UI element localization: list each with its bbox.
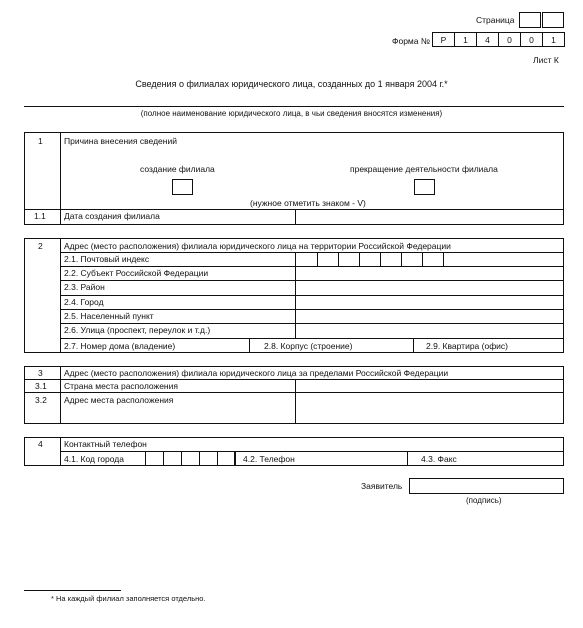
section-2-bottom-row-divider [60, 338, 564, 339]
page-number-cell-1[interactable] [519, 12, 541, 28]
form-number-cell: 1 [454, 32, 477, 47]
section-2-label: Адрес (место расположения) филиала юридического лица на территории Российской Федерации [64, 241, 451, 251]
checkmark-hint: (нужное отметить знаком - V) [250, 198, 366, 208]
section-2-row-label: 2.2. Субъект Российской Федерации [64, 268, 209, 278]
creation-date-label: Дата создания филиала [64, 211, 160, 221]
signature-field[interactable] [409, 478, 564, 494]
foreign-address-label: Адрес места расположения [64, 395, 174, 405]
option-create-label: создание филиала [140, 164, 215, 174]
postcode-digit-cell[interactable] [380, 252, 402, 267]
option-stop-label: прекращение деятельности филиала [350, 164, 498, 174]
section-1-num-divider [60, 132, 61, 225]
country-field[interactable] [296, 380, 563, 392]
section-2-row-label: 2.3. Район [64, 282, 105, 292]
country-label: Страна места расположения [64, 381, 178, 391]
form-number-cell: 0 [520, 32, 543, 47]
section-3-2-number: 3.2 [35, 395, 47, 405]
section-3-label: Адрес (место расположения) филиала юридического лица за пределами Российской Федерации [64, 368, 449, 378]
phone-divider [234, 451, 235, 466]
postcode-digit-cell[interactable] [422, 252, 444, 267]
creation-date-field[interactable] [296, 210, 563, 224]
organization-name-caption: (полное наименование юридического лица, в чьи сведения вносятся изменения) [140, 109, 443, 118]
section-1-label: Причина внесения сведений [64, 136, 177, 146]
section-2-row-label: 2.4. Город [64, 297, 104, 307]
section-2-row-field[interactable] [296, 296, 563, 309]
fax-label: 4.3. Факс [421, 454, 457, 464]
form-number-cell: 0 [498, 32, 521, 47]
section-4-number: 4 [38, 439, 43, 449]
house-number-label: 2.7. Номер дома (владение) [64, 341, 176, 351]
apartment-label: 2.9. Квартира (офис) [426, 341, 509, 351]
page-label: Страница [476, 15, 515, 25]
city-code-digit-cell[interactable] [199, 451, 218, 466]
postcode-digit-cell[interactable] [317, 252, 339, 267]
section-2-row-field[interactable] [296, 267, 563, 280]
section-2-row-label: 2.6. Улица (проспект, переулок и т.д.) [64, 325, 211, 335]
section-2-row-label: 2.1. Почтовый индекс [64, 254, 150, 264]
section-2-row-label: 2.5. Населенный пункт [64, 311, 154, 321]
contact-phone-label: Контактный телефон [64, 439, 147, 449]
section-3-num-divider [60, 366, 61, 424]
city-code-digit-cell[interactable] [181, 451, 200, 466]
section-1-number: 1 [38, 136, 43, 146]
page-number-cell-2[interactable] [542, 12, 564, 28]
sheet-label: Лист К [533, 55, 559, 65]
form-number-label: Форма № [392, 36, 430, 46]
applicant-label: Заявитель [361, 481, 403, 491]
city-code-digit-cell[interactable] [163, 451, 182, 466]
footnote-separator [24, 590, 121, 591]
building-divider [413, 338, 414, 353]
organization-name-line[interactable] [24, 106, 564, 107]
foreign-address-field[interactable] [296, 393, 563, 423]
postcode-digit-cell[interactable] [359, 252, 381, 267]
building-label: 2.8. Корпус (строение) [264, 341, 353, 351]
city-code-label: 4.1. Код города [64, 454, 124, 464]
postcode-digit-cell[interactable] [401, 252, 423, 267]
section-1-1-number: 1.1 [34, 211, 46, 221]
form-number-cell: 1 [542, 32, 565, 47]
section-2-header-divider [60, 252, 564, 253]
section-3-1-number: 3.1 [35, 381, 47, 391]
form-number-cell: 4 [476, 32, 499, 47]
section-4-row-divider [60, 451, 564, 452]
postcode-digit-cell[interactable] [338, 252, 360, 267]
footnote: * На каждый филиал заполняется отдельно. [51, 594, 206, 603]
fax-divider [407, 451, 408, 466]
house-divider [249, 338, 250, 353]
option-stop-checkbox[interactable] [414, 179, 435, 195]
section-2-number: 2 [38, 241, 43, 251]
signature-caption: (подпись) [466, 496, 502, 505]
option-create-checkbox[interactable] [172, 179, 193, 195]
city-code-digit-cell[interactable] [145, 451, 164, 466]
form-title: Сведения о филиалах юридического лица, созданных до 1 января 2004 г.* [135, 79, 448, 89]
phone-label: 4.2. Телефон [243, 454, 295, 464]
section-2-row-field[interactable] [296, 324, 563, 338]
section-3-number: 3 [38, 368, 43, 378]
form-number-cell: Р [432, 32, 455, 47]
section-2-row-field[interactable] [296, 310, 563, 323]
section-2-row-field[interactable] [296, 281, 563, 295]
